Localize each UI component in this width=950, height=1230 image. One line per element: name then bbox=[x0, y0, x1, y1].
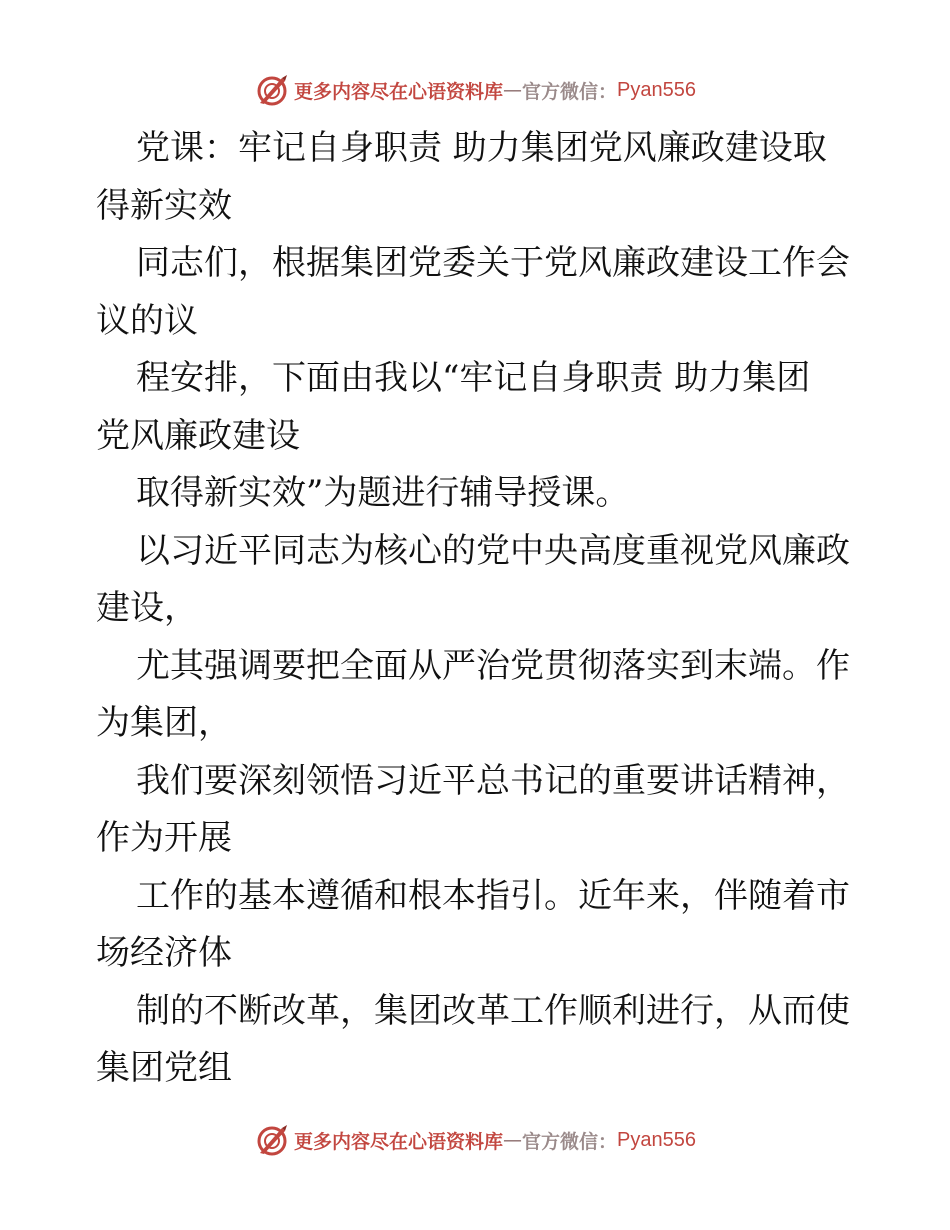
paragraph-line: 为集团， bbox=[96, 703, 232, 743]
paragraph-line: 我们要深刻领悟习近平总书记的重要讲话精神， bbox=[136, 760, 850, 801]
header-banner bbox=[0, 70, 950, 110]
paragraph-line: 工作的基本遵循和根本指引。近年来，伴随着市 bbox=[136, 875, 850, 916]
paragraph-line: 同志们，根据集团党委关于党风廉政建设工作会 bbox=[136, 243, 850, 283]
banner-wechat-handle: Pyan556 bbox=[617, 1128, 696, 1151]
banner-wechat-handle: Pyan556 bbox=[617, 78, 696, 101]
paragraph-line: 作为开展 bbox=[96, 818, 232, 858]
paragraph-line: 党风廉政建设 bbox=[96, 415, 300, 456]
paragraph-line: 以习近平同志为核心的党中央高度重视党风廉政 bbox=[136, 530, 850, 571]
paragraph-line: 制的不断改革，集团改革工作顺利进行，从而使 bbox=[136, 990, 850, 1031]
paragraph-line: 取得新实效”为题进行辅导授课。 bbox=[136, 473, 630, 513]
paragraph-line: 程安排，下面由我以“牢记自身职责 助力集团 bbox=[136, 358, 811, 398]
document-title-line: 得新实效 bbox=[96, 185, 232, 226]
paragraph-line: 尤其强调要把全面从严治党贯彻落实到末端。作 bbox=[136, 645, 850, 686]
banner-separator: — bbox=[503, 79, 523, 101]
banner-official-text: 官方微信： bbox=[522, 1130, 618, 1153]
paragraph-line: 议的议 bbox=[96, 300, 198, 341]
quill-pen-circle-icon bbox=[254, 72, 290, 108]
quill-pen-circle-icon bbox=[254, 1122, 290, 1158]
banner-brand-text: 更多内容尽在心语资料库 bbox=[294, 80, 504, 103]
document-body bbox=[96, 120, 856, 1098]
paragraph-line: 集团党组 bbox=[96, 1048, 232, 1088]
banner-separator: — bbox=[503, 1129, 523, 1151]
footer-banner bbox=[0, 1120, 950, 1160]
paragraph-line: 建设， bbox=[96, 588, 198, 628]
banner-official-text: 官方微信： bbox=[522, 80, 618, 103]
banner-brand-text: 更多内容尽在心语资料库 bbox=[294, 1130, 504, 1153]
document-title-line: 党课：牢记自身职责 助力集团党风廉政建设取 bbox=[136, 128, 827, 168]
paragraph-line: 场经济体 bbox=[96, 933, 232, 973]
